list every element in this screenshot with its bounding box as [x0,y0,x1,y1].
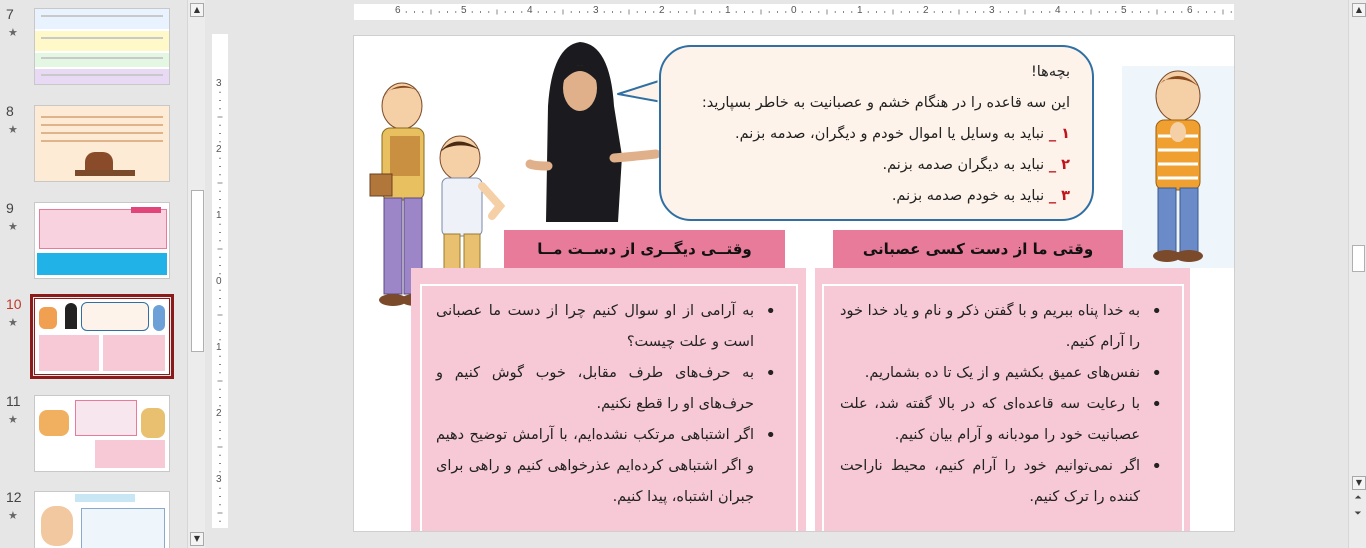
thumbnail-scrollbar[interactable] [187,0,205,548]
thumbnail-slide-image[interactable] [34,491,170,548]
thumbnail-number: 9 [6,200,14,216]
ruler-label: 1 [216,342,222,353]
ruler-label: 2 [923,5,929,16]
rule-number: ۱ _ [1048,126,1070,142]
ruler-label: 6 [395,5,401,16]
scroll-down-icon[interactable]: ▼ [190,532,204,546]
thumbnail-number: 12 [6,489,22,505]
right-panel-box [822,284,1184,532]
thumbnail-slide-image-selected[interactable] [34,298,170,375]
list-item: • به آرامی از او سوال کنیم چرا از دست ما عصبانی است و علت چیست؟ [436,296,776,358]
prev-slide-icon[interactable]: ⏶ [1354,493,1362,503]
ruler-label: 0 [791,5,797,16]
list-item: • با رعایت سه قاعده‌ای که در بالا گفته شد، علت عصبانیت خود را مودبانه و آرام بیان کنیم. [840,389,1162,451]
thumbnail-number: 11 [6,393,21,409]
ruler-label: 2 [216,408,222,419]
ruler-label: 3 [989,5,995,16]
rule-3 [677,181,1070,212]
rule-number: ۲ _ [1048,157,1070,173]
speech-bubble-tail [616,74,664,106]
ruler-label: 3 [216,474,222,485]
teacher-illustration [518,36,660,224]
thumbnail-slide-image[interactable] [34,202,170,279]
scrollbar-thumb[interactable] [1352,245,1365,272]
scrollbar-thumb[interactable] [191,190,204,352]
ruler-label: 4 [527,5,533,16]
rule-number: ۳ _ [1048,188,1070,204]
left-panel-box [420,284,798,532]
right-panel-header: وقتی ما از دست کسی عصبانی [833,230,1123,268]
star-icon: ★ [8,509,18,522]
thumbnail-number: 7 [6,6,14,22]
ruler-label: 3 [216,78,222,89]
rule-text: نباید به وسایل یا اموال خودم و دیگران، صدمه بزنم. [735,126,1045,142]
ruler-label: 5 [461,5,467,16]
thumbnail-number: 10 [6,296,22,312]
list-item: • اگر اشتباهی مرتکب نشده‌ایم، با آرامش توضیح دهیم و اگر اشتباهی کرده‌ایم عذرخواهی کنیم و راهی برای جبران اشتباه، پیدا کنیم. [436,420,776,513]
vertical-ruler [212,34,228,528]
bubble-intro: این سه قاعده را در هنگام خشم و عصبانیت به خاطر بسپارید: [701,95,1070,111]
star-icon: ★ [8,413,18,426]
left-panel-list [436,296,776,513]
thumbnail-slide-image[interactable] [34,105,170,182]
list-item: • نفس‌های عمیق بکشیم و از یک تا ده بشماریم. [840,358,1162,389]
list-item: • به خدا پناه ببریم و با گفتن ذکر و نام و یاد خدا خود را آرام کنیم. [840,296,1162,358]
right-panel-list [840,296,1162,513]
star-icon: ★ [8,123,18,136]
slide-canvas[interactable] [353,35,1235,532]
ruler-label: 1 [216,210,222,221]
ruler-label: 4 [1055,5,1061,16]
ruler-label: 2 [659,5,665,16]
star-icon: ★ [8,220,18,233]
list-item: • به حرف‌های طرف مقابل، خوب گوش کنیم و حرف‌های او را قطع نکنیم. [436,358,776,420]
left-panel-header: وقتــی دیگــری از دســت مــا [504,230,785,268]
rule-1 [677,119,1070,150]
list-item: • اگر نمی‌توانیم خود را آرام کنیم، محیط ناراحت کننده را ترک کنیم. [840,451,1162,513]
slide-thumbnail-pane[interactable] [0,0,205,548]
slide-scrollbar[interactable] [1348,0,1366,548]
ruler-label: 2 [216,144,222,155]
ruler-label: 0 [216,276,222,287]
worried-boy-illustration [1122,66,1234,268]
rule-text: نباید به دیگران صدمه بزنم. [882,157,1045,173]
speech-bubble [659,45,1094,221]
scroll-up-icon[interactable]: ▲ [1352,3,1366,17]
bubble-greeting: بچه‌ها! [1030,64,1070,80]
star-icon: ★ [8,316,18,329]
rule-2 [677,150,1070,181]
thumbnail-number: 8 [6,103,14,119]
scroll-down-icon[interactable]: ▼ [1352,476,1366,490]
thumbnail-slide-image[interactable] [34,395,170,472]
ruler-label: 1 [857,5,863,16]
ruler-label: 3 [593,5,599,16]
ruler-label: 1 [725,5,731,16]
ruler-label: 5 [1121,5,1127,16]
thumbnail-slide-image[interactable] [34,8,170,85]
horizontal-ruler [354,4,1234,20]
scroll-up-icon[interactable]: ▲ [190,3,204,17]
next-slide-icon[interactable]: ⏷ [1354,509,1362,519]
star-icon: ★ [8,26,18,39]
ruler-label: 6 [1187,5,1193,16]
rule-text: نباید به خودم صدمه بزنم. [891,188,1045,204]
